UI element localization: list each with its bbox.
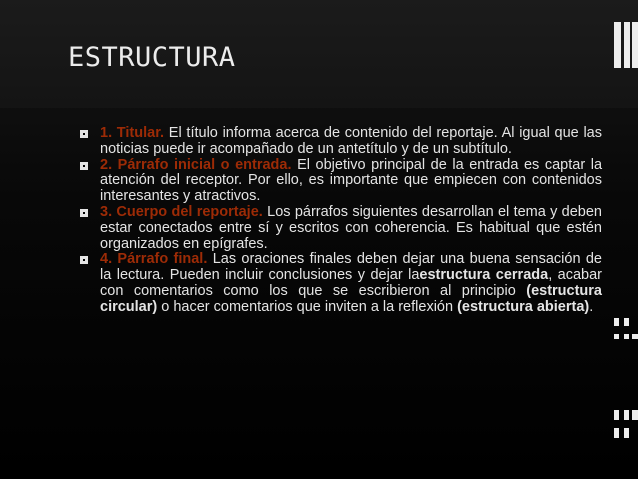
slide-title: ESTRUCTURA xyxy=(68,42,236,73)
bullet-text: Las oraciones finales deben dejar una buena sensación de la lectura. Pueden incluir conclusiones y dejar la xyxy=(100,251,602,284)
stripe xyxy=(624,334,629,339)
list-item xyxy=(80,126,602,158)
bold-term: (estructura circular) xyxy=(100,282,602,315)
list-item xyxy=(80,252,602,315)
bullet-heading: 1. Titular. xyxy=(100,125,165,141)
stripe xyxy=(632,410,638,420)
bold-term: estructura cerrada xyxy=(419,267,549,284)
bullet-heading: 3. Cuerpo del reportaje. xyxy=(100,203,263,220)
bullet-list xyxy=(80,126,602,316)
bullet-text: o hacer comentarios que inviten a la reflexión xyxy=(157,298,458,315)
stripe xyxy=(624,318,629,326)
bullet-text: Los párrafos siguientes desarrollan el tema y deben estar conectados entre sí y escritos con coherencia. Es habitual que estén organizados en epígrafes. xyxy=(100,203,602,252)
stripe xyxy=(614,22,621,68)
bullet-text: El título informa acerca de contenido del reportaje. Al igual que las noticias puede ir acompañado de un antetítulo y de un subtítulo. xyxy=(100,125,602,157)
square-bullet-icon xyxy=(80,130,88,138)
square-bullet-icon xyxy=(80,162,88,170)
bold-term: (estructura abierta) xyxy=(457,298,590,315)
stripe xyxy=(614,428,619,438)
stripe xyxy=(632,22,638,68)
bullet-text: El objetivo principal de la entrada es captar la atención del receptor. Por ello, es importante que empiecen con contenidos interesantes y atractivos. xyxy=(100,156,603,205)
stripe xyxy=(614,318,619,326)
bullet-text: . xyxy=(589,298,594,315)
square-bullet-icon xyxy=(80,209,88,217)
stripe xyxy=(632,334,638,339)
decorative-stripes xyxy=(611,0,638,479)
stripe xyxy=(624,428,629,438)
bullet-heading: 4. Párrafo final. xyxy=(100,251,208,268)
bullet-text: , acabar con comentarios como los que se escribieron al principio xyxy=(100,267,602,299)
square-bullet-icon xyxy=(80,256,88,264)
list-item xyxy=(80,205,602,252)
stripe xyxy=(614,334,619,339)
list-item xyxy=(80,158,602,205)
stripe xyxy=(614,410,619,420)
bullet-heading: 2. Párrafo inicial o entrada. xyxy=(100,156,292,173)
stripe xyxy=(624,22,630,68)
stripe xyxy=(624,410,629,420)
